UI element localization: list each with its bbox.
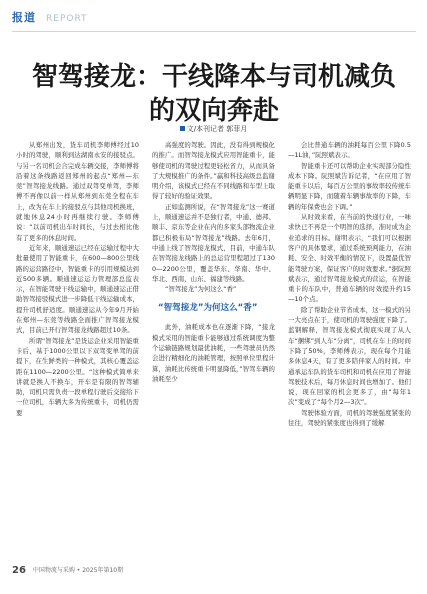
article-subheading: “智驾接龙”为何这么“香” (158, 303, 258, 314)
article-column-3 (288, 140, 411, 428)
paragraph: 正如监测所说，在“智驾接龙”这一赛道上，顺通速运并不是独行者，中通、德邦、顺丰、京东等企业在内的多家头部物流企业都已积极布局“智驾接龙”线路。去年6月，中通上线了智驾接龙模式，目前，中通车队在智驾接龙线路上的总运营里程超过了1300—2200公里，覆盖华东、华南、华中、华北、西南、山东、福建等线路。 (152, 202, 275, 283)
article-byline (0, 124, 427, 134)
paragraph: 高强度的驾驶。因此，没有得到规模化的推广。而智驾接龙模式应用智能重卡，能够使司机的驾驶过程更轻松省力，从而具备了大规模推广的条件。”赢和科技高级总监谢明介绍，该模式已经在不同线路和车型上取得了较好的验证效果。 (152, 141, 275, 201)
paragraph: 近年来，顺通速运已经在运输过程中大批量使用了智能重卡，在600—800公里线路的运营路径中，智能重卡的引用规模达到近500多辆。顺通速运运力管理部总监表示，在智能驾驶干线运输中，顺通速运正借助智驾接驳模式进一步降低干线运输成本，提升司机舒适度。顺通速运从今年9月开始在郑州—东莞等线路全面推广智驾接龙模式，目前已开行智驾接龙线路超过10条。 (16, 243, 139, 335)
byline-text: 文/本刊记者 郭菲月 (186, 125, 248, 133)
paragraph: 从时效来看，在当前的快递行业，一味求快已不再是一个明智的选择，准时成为企业追求的目标。谢明表示，“我们可以根据客户的具体要求，通过系统预判能力，在油耗、安全、时效平衡的情况下，设置最优智能驾驶方案，保证客户的时效要求。”据阮照斌表示，通过智驾接龙模式的营运，在智能重卡的车队中，普通车辆的时效提升约15—10个点。 (288, 213, 411, 304)
section-tag-en: REPORT (46, 14, 88, 24)
article-column-2 (152, 140, 275, 384)
paragraph: “智驾接龙”为何这么“香” (165, 285, 237, 294)
paragraph: 从郑州出发，货车司机李师傅经过10小时的驾驶，顺利到达湖南永安的接驳点。与另一名司机会合完成车辆交接，李师傅将沿着这条线路返回郑州的起点“郑州—东莞”智驾接龙线路。通过双驾变单驾，李师傅不再像以前一样从郑州到东莞全程在车上，改为在车上的接驳点与其他司机换班，就地休息24小时再继续行驶。李师傅说：“以前司机出车时间长，与过去相比他有了更多的休息时间。 (16, 141, 139, 242)
page-number: 26 (12, 565, 26, 576)
byline-square-icon (180, 126, 185, 131)
magazine-name: 中国物流与采购 • 2025年第10期 (32, 567, 124, 574)
section-header (12, 9, 416, 27)
article-title-line-2: 的双向奔赴 (148, 96, 279, 126)
article-column-1 (16, 140, 139, 418)
paragraph: 智能重卡还可以帮助企业实现部分隐性成本下降。阮照斌告诉记者，“在应用了智能重卡以后，每百万公里的事故率较传统车辆明显下降，而随着车辆事故率的下降，车辆的年保费也会下调。” (288, 161, 411, 211)
paragraph: 驾驶体验方面，司机的驾驶强度紧张的往往，驾驶的紧张度也得到了缓解 (288, 408, 411, 428)
paragraph: 会比普通车辆的油耗每百公里下降0.5—1L油，”阮照斌表示。 (288, 141, 411, 160)
paragraph: 所谓“智驾接龙”是货运企业采用智能重卡后，基于1000公里以下双驾变单驾的前提下，在生鲜类的一种模式，其核心覆盖运距在1100—2200公里。“这种模式简单来讲就是换人不换车，开车是有限的智驾辅助，司机只需负责一段单程行驶后交接给下一位司机，车辆大多为传统重卡，司机仍需要 (16, 336, 139, 417)
section-tag: 报道 (12, 11, 36, 24)
paragraph: 除了帮助企业节省成本，这一模式的另一大亮点在于，使司机的驾驶强度下降了。蓝钢解释，智驾接龙模式彻底实现了从人车“捆绑”到人车“分离”，司机在车上的时间下降了50%，李师傅表示，现在每个月能多休息4天，有了更多陪伴家人的时间。中通承运车队的货车司机和司机在应用了智能驾驶技术后，每月休息时间也增加了。他们说，现在回家的机会更多了，由“每年1次”变成了“每个月2—3次”。 (288, 305, 411, 407)
page-footer (12, 565, 416, 577)
article-title-line-1: 智驾接龙：干线降本与司机减负 (31, 62, 396, 92)
paragraph: 此外，油耗成本也在逐渐下降，“接龙模式采用的智能重卡能够通过系统调度为整个运输链路规划最优油耗，一些驾驶员仍然会进行精细化的油耗管理，按照单位里程计算，油耗比传统重卡明显降低，”智驾车辆的油耗至少 (152, 323, 275, 383)
header-divider (12, 31, 416, 32)
